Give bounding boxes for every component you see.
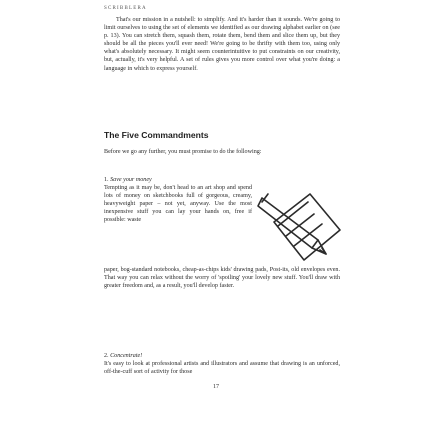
commandment-2-title: Concentrate! bbox=[110, 353, 143, 359]
intro-text: That's our mission in a nutshell: to simplify. And it's harder than it sounds. We're going to limit ourselves to using the set of elements we identified as our drawing alphabet earlier on (see p. 13). You can stretch them, squash them, rotate them, bend them and slice them up, but they should be all the pieces you'll ever need! We're going to be thrifty with them too, using only what's absolutely necessary. It might seem counterintuitive to put constraints on our creativity, but, actually, it's very helpful. A set of rules gives you more control over what you're doing: a language in which to express yourself. bbox=[104, 17, 340, 72]
commandment-1-title: Save your money bbox=[110, 177, 152, 183]
page-number: 17 bbox=[212, 384, 220, 390]
commandment-1-number: 1. bbox=[104, 177, 109, 183]
commandment-2 bbox=[104, 352, 340, 376]
commandment-1 bbox=[104, 176, 252, 224]
commandment-1-rest: paper, bog-standard notebooks, cheap-as-chips kids' drawing pads, Post-its, old envelopes even. That way you can relax without the worry of 'spoiling' your lovely new stuff. You'll draw with greater freedom and, as a result, you'll develop faster. bbox=[104, 267, 340, 290]
lead-paragraph bbox=[104, 148, 340, 156]
section-heading: The Five Commandments bbox=[104, 130, 209, 140]
running-head: SCRIBBLERA bbox=[104, 6, 147, 11]
commandment-1-continued bbox=[104, 266, 340, 290]
commandment-1-text bbox=[104, 176, 252, 224]
commandment-1-body: Tempting as it may be, don't head to an art shop and spend lots of money on sketchbooks full of gorgeous, creamy, heavyweight paper – not yet, anyway. Use the most inexpensive stuff you can lay your hands on, free if possible: waste bbox=[104, 185, 252, 223]
lead-text: Before we go any further, you must promise to do the following: bbox=[104, 149, 262, 155]
commandment-2-text bbox=[104, 352, 340, 376]
pencil-on-pad-icon bbox=[256, 178, 352, 266]
commandment-2-body: It's easy to look at professional artists and illustrators and assume that drawing is an unforced, off-the-cuff sort of activity for those bbox=[104, 361, 340, 376]
intro-paragraph bbox=[104, 16, 340, 73]
commandment-2-number: 2. bbox=[104, 353, 109, 359]
